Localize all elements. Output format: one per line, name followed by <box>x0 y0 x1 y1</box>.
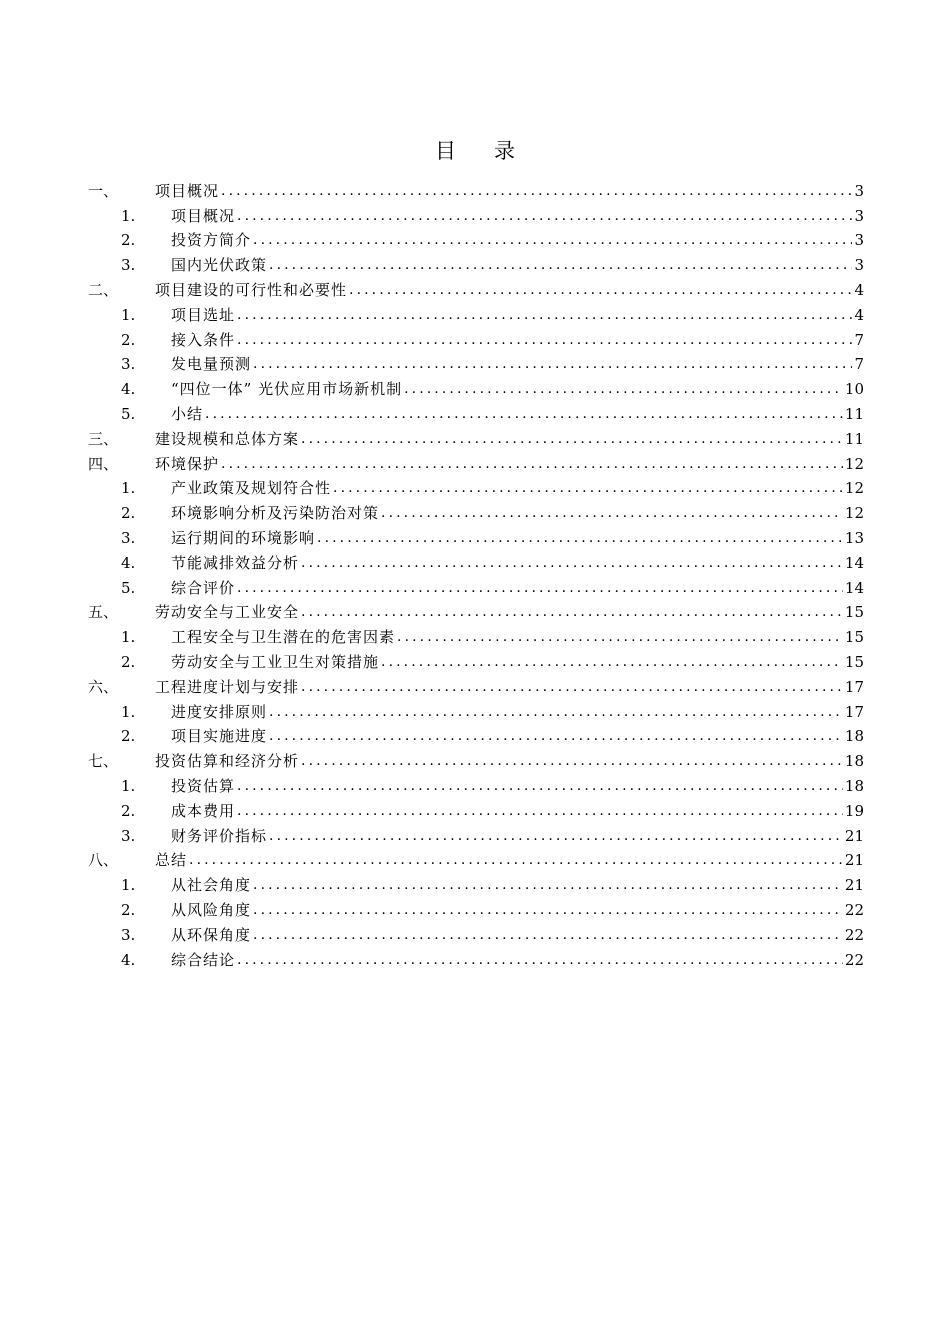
toc-dot-leader <box>301 430 843 449</box>
toc-dot-leader <box>301 752 843 771</box>
toc-entry-number: 3. <box>121 528 136 547</box>
toc-subsection-entry[interactable] <box>88 647 864 672</box>
toc-entry-title: “四位一体” 光伏应用市场新机制 <box>171 380 403 399</box>
toc-dot-leader <box>301 603 843 622</box>
toc-entry-number: 五、 <box>88 603 119 622</box>
toc-entry-page-number: 14 <box>844 553 864 572</box>
toc-entry-page-number: 11 <box>844 404 864 423</box>
toc-dot-leader <box>205 405 843 424</box>
toc-entry-number: 1. <box>121 876 136 895</box>
toc-entry-title: 工程安全与卫生潜在的危害因素 <box>171 628 396 647</box>
toc-entry-number: 1. <box>121 628 136 647</box>
toc-dot-leader <box>253 876 843 895</box>
toc-dot-leader <box>381 504 843 523</box>
toc-subsection-entry[interactable] <box>88 250 864 275</box>
toc-dot-leader <box>317 529 843 548</box>
toc-entry-page-number: 15 <box>844 603 864 622</box>
toc-list <box>88 176 864 970</box>
toc-entry-number: 1. <box>121 305 136 324</box>
toc-subsection-entry[interactable] <box>88 573 864 598</box>
toc-entry-number: 八、 <box>88 851 119 870</box>
toc-entry-title: 产业政策及规划符合性 <box>171 479 332 498</box>
toc-entry-title: 综合评价 <box>171 578 236 597</box>
toc-title-char-2: 录 <box>494 139 515 163</box>
toc-subsection-entry[interactable] <box>88 474 864 499</box>
toc-entry-title: 国内光伏政策 <box>171 256 268 275</box>
toc-dot-leader <box>253 355 852 374</box>
toc-dot-leader <box>221 182 852 201</box>
toc-entry-page-number: 22 <box>844 925 864 944</box>
toc-entry-title: 进度安排原则 <box>171 702 268 721</box>
toc-entry-title: 节能减排效益分析 <box>171 553 300 572</box>
toc-dot-leader <box>237 306 852 325</box>
toc-section-entry[interactable] <box>88 275 864 300</box>
toc-entry-page-number: 18 <box>844 752 864 771</box>
toc-section-entry[interactable] <box>88 176 864 201</box>
toc-entry-page-number: 12 <box>844 479 864 498</box>
toc-entry-number: 2. <box>121 504 136 523</box>
toc-entry-number: 3. <box>121 355 136 374</box>
toc-dot-leader <box>221 455 843 474</box>
toc-dot-leader <box>189 851 843 870</box>
toc-entry-title: 投资估算和经济分析 <box>155 752 300 771</box>
toc-entry-page-number: 22 <box>844 950 864 969</box>
toc-entry-page-number: 12 <box>844 504 864 523</box>
toc-entry-title: 项目建设的可行性和必要性 <box>155 280 348 299</box>
toc-entry-page-number: 17 <box>844 702 864 721</box>
toc-subsection-entry[interactable] <box>88 201 864 226</box>
toc-dot-leader <box>301 554 843 573</box>
toc-entry-number: 2. <box>121 330 136 349</box>
toc-entry-title: 劳动安全与工业卫生对策措施 <box>171 652 380 671</box>
toc-subsection-entry[interactable] <box>88 697 864 722</box>
toc-subsection-entry[interactable] <box>88 771 864 796</box>
toc-entry-number: 2. <box>121 900 136 919</box>
toc-entry-page-number: 11 <box>844 429 864 448</box>
toc-entry-page-number: 7 <box>854 330 864 349</box>
toc-entry-page-number: 21 <box>844 876 864 895</box>
toc-entry-page-number: 21 <box>844 826 864 845</box>
toc-subsection-entry[interactable] <box>88 821 864 846</box>
toc-entry-page-number: 4 <box>854 280 864 299</box>
toc-entry-title: 投资方简介 <box>171 231 252 250</box>
toc-dot-leader <box>237 207 852 226</box>
toc-subsection-entry[interactable] <box>88 870 864 895</box>
toc-dot-leader <box>237 331 852 350</box>
toc-entry-number: 1. <box>121 479 136 498</box>
toc-dot-leader <box>269 827 843 846</box>
toc-entry-title: 发电量预测 <box>171 355 252 374</box>
toc-entry-title: 项目实施进度 <box>171 727 268 746</box>
toc-entry-number: 七、 <box>88 752 119 771</box>
toc-subsection-entry[interactable] <box>88 920 864 945</box>
toc-entry-page-number: 22 <box>844 900 864 919</box>
toc-entry-title: 项目概况 <box>171 206 236 225</box>
toc-entry-number: 3. <box>121 925 136 944</box>
toc-entry-title: 总结 <box>155 851 188 870</box>
toc-entry-number: 四、 <box>88 454 119 473</box>
toc-dot-leader <box>269 703 843 722</box>
toc-dot-leader <box>237 777 843 796</box>
toc-entry-page-number: 12 <box>844 454 864 473</box>
toc-dot-leader <box>237 802 843 821</box>
toc-entry-number: 3. <box>121 256 136 275</box>
toc-entry-number: 三、 <box>88 429 119 448</box>
toc-entry-number: 1. <box>121 702 136 721</box>
toc-dot-leader <box>301 678 843 697</box>
toc-entry-title: 财务评价指标 <box>171 826 268 845</box>
toc-entry-page-number: 14 <box>844 578 864 597</box>
toc-entry-page-number: 15 <box>844 652 864 671</box>
toc-entry-title: 接入条件 <box>171 330 236 349</box>
toc-subsection-entry[interactable] <box>88 796 864 821</box>
toc-entry-title: 环境保护 <box>155 454 220 473</box>
toc-subsection-entry[interactable] <box>88 300 864 325</box>
toc-subsection-entry[interactable] <box>88 498 864 523</box>
toc-entry-number: 4. <box>121 380 136 399</box>
toc-title <box>0 137 950 165</box>
toc-entry-number: 一、 <box>88 181 119 200</box>
toc-subsection-entry[interactable] <box>88 722 864 747</box>
toc-dot-leader <box>237 579 843 598</box>
toc-entry-title: 运行期间的环境影响 <box>171 528 316 547</box>
toc-subsection-entry[interactable] <box>88 548 864 573</box>
toc-dot-leader <box>269 256 852 275</box>
toc-entry-title: 成本费用 <box>171 801 236 820</box>
toc-entry-title: 环境影响分析及污染防治对策 <box>171 504 380 523</box>
toc-subsection-entry[interactable] <box>88 226 864 251</box>
toc-entry-number: 5. <box>121 404 136 423</box>
toc-dot-leader <box>381 653 843 672</box>
toc-entry-page-number: 21 <box>844 851 864 870</box>
toc-entry-title: 从环保角度 <box>171 925 252 944</box>
toc-entry-page-number: 19 <box>844 801 864 820</box>
toc-section-entry[interactable] <box>88 672 864 697</box>
toc-dot-leader <box>397 628 843 647</box>
toc-entry-title: 项目选址 <box>171 305 236 324</box>
toc-entry-page-number: 3 <box>854 206 864 225</box>
toc-entry-page-number: 3 <box>854 256 864 275</box>
toc-entry-number: 2. <box>121 801 136 820</box>
toc-dot-leader <box>253 901 843 920</box>
toc-entry-title: 劳动安全与工业安全 <box>155 603 300 622</box>
toc-entry-number: 5. <box>121 578 136 597</box>
toc-dot-leader <box>404 380 843 399</box>
toc-entry-title: 综合结论 <box>171 950 236 969</box>
toc-dot-leader <box>349 281 852 300</box>
toc-entry-number: 二、 <box>88 280 119 299</box>
toc-entry-number: 3. <box>121 826 136 845</box>
toc-entry-title: 从社会角度 <box>171 876 252 895</box>
toc-subsection-entry[interactable] <box>88 945 864 970</box>
toc-section-entry[interactable] <box>88 846 864 871</box>
toc-dot-leader <box>253 231 852 250</box>
toc-section-entry[interactable] <box>88 424 864 449</box>
toc-dot-leader <box>333 479 843 498</box>
toc-entry-number: 4. <box>121 950 136 969</box>
toc-subsection-entry[interactable] <box>88 374 864 399</box>
toc-section-entry[interactable] <box>88 746 864 771</box>
toc-entry-title: 建设规模和总体方案 <box>155 429 300 448</box>
toc-entry-number: 六、 <box>88 677 119 696</box>
toc-entry-title: 小结 <box>171 404 204 423</box>
toc-entry-page-number: 15 <box>844 628 864 647</box>
toc-entry-page-number: 18 <box>844 727 864 746</box>
toc-subsection-entry[interactable] <box>88 350 864 375</box>
toc-entry-page-number: 4 <box>854 305 864 324</box>
toc-dot-leader <box>269 727 843 746</box>
toc-subsection-entry[interactable] <box>88 895 864 920</box>
toc-subsection-entry[interactable] <box>88 399 864 424</box>
toc-entry-page-number: 3 <box>854 181 864 200</box>
toc-entry-number: 1. <box>121 206 136 225</box>
toc-entry-page-number: 18 <box>844 776 864 795</box>
toc-entry-title: 项目概况 <box>155 181 220 200</box>
toc-entry-title: 从风险角度 <box>171 900 252 919</box>
toc-section-entry[interactable] <box>88 598 864 623</box>
toc-entry-title: 工程进度计划与安排 <box>155 677 300 696</box>
toc-entry-page-number: 10 <box>844 380 864 399</box>
toc-entry-page-number: 13 <box>844 528 864 547</box>
toc-entry-number: 2. <box>121 727 136 746</box>
toc-subsection-entry[interactable] <box>88 622 864 647</box>
toc-entry-page-number: 17 <box>844 677 864 696</box>
toc-dot-leader <box>253 926 843 945</box>
toc-entry-number: 2. <box>121 652 136 671</box>
toc-title-char-1: 目 <box>435 139 456 163</box>
toc-entry-number: 1. <box>121 776 136 795</box>
toc-entry-page-number: 3 <box>854 231 864 250</box>
toc-entry-title: 投资估算 <box>171 776 236 795</box>
toc-entry-number: 2. <box>121 231 136 250</box>
toc-subsection-entry[interactable] <box>88 325 864 350</box>
toc-entry-number: 4. <box>121 553 136 572</box>
toc-subsection-entry[interactable] <box>88 523 864 548</box>
toc-section-entry[interactable] <box>88 449 864 474</box>
toc-dot-leader <box>237 951 843 970</box>
toc-entry-page-number: 7 <box>854 355 864 374</box>
